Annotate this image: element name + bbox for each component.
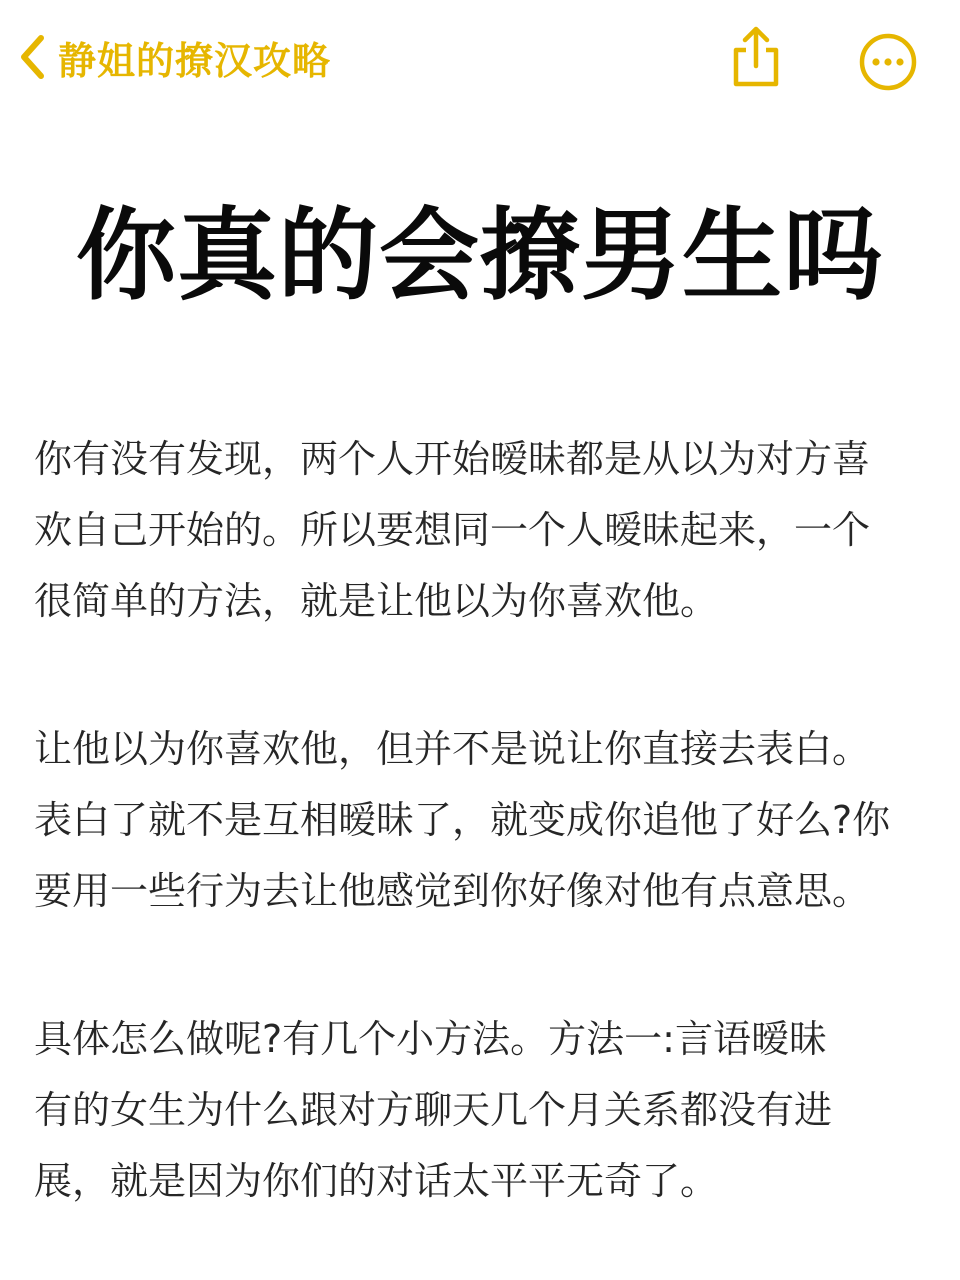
- paragraph: [34, 424, 934, 637]
- paragraph-line: 有的女生为什么跟对方聊天几个月关系都没有进: [34, 1088, 833, 1132]
- share-icon: [728, 75, 784, 94]
- more-icon: [858, 77, 918, 96]
- paragraph-line: 很简单的方法，就是让他以为你喜欢他。: [34, 579, 719, 623]
- back-button[interactable]: [18, 26, 331, 88]
- back-label: 静姐的撩汉攻略: [58, 38, 332, 83]
- paragraph-line: 具体怎么做呢?有几个小方法。方法一:言语暧昧: [34, 1017, 827, 1061]
- paragraph-line: 要用一些行为去让他感觉到你好像对他有点意思。: [34, 869, 871, 913]
- paragraph-line: 欢自己开始的。所以要想同一个人暧昧起来，一个: [34, 508, 871, 552]
- note-title: 你真的会撩男生吗: [76, 197, 884, 314]
- more-button[interactable]: [858, 32, 918, 92]
- paragraph-line: 你有没有发现，两个人开始暧昧都是从以为对方喜: [34, 437, 871, 481]
- paragraph-line: 让他以为你喜欢他，但并不是说让你直接去表白。: [34, 727, 871, 771]
- navigation-bar: [0, 0, 960, 120]
- note-body: [34, 424, 934, 1217]
- paragraph: [34, 714, 934, 927]
- share-button[interactable]: [728, 24, 784, 90]
- chevron-left-icon: [18, 33, 46, 81]
- paragraph: [34, 1004, 934, 1217]
- paragraph-line: 展，就是因为你们的对话太平平无奇了。: [34, 1159, 719, 1203]
- paragraph-line: 表白了就不是互相暧昧了，就变成你追他了好么?你: [34, 798, 891, 842]
